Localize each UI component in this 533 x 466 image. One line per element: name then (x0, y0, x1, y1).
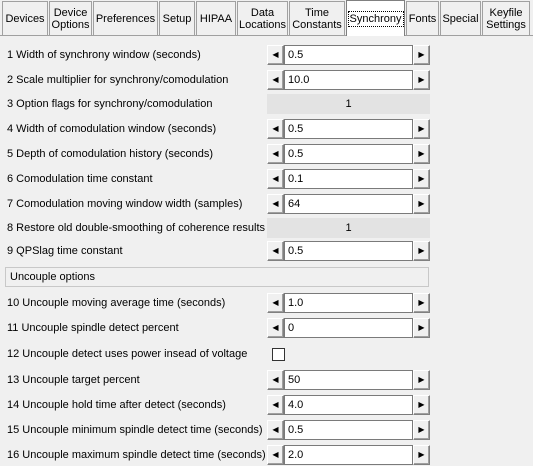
setting-row (5, 217, 430, 239)
comodulation-window-width-stepper (267, 119, 430, 139)
decrement-button[interactable] (267, 144, 284, 164)
increment-button[interactable] (413, 169, 430, 189)
uncouple-moving-average-stepper (267, 293, 430, 313)
decrement-button[interactable] (267, 119, 284, 139)
arrow-left-icon: ◀ (272, 298, 279, 307)
tab-hipaa[interactable] (196, 1, 236, 35)
value-field[interactable]: 0 (284, 318, 413, 338)
arrow-right-icon: ▶ (418, 124, 425, 133)
setting-row (5, 292, 430, 314)
setting-label: 3 Option flags for synchrony/comodulation (7, 98, 213, 110)
setting-row (5, 444, 430, 466)
arrow-left-icon: ◀ (272, 75, 279, 84)
tab-setup[interactable] (159, 1, 195, 35)
tab-label: HIPAA (199, 12, 233, 25)
value-field[interactable]: 64 (284, 194, 413, 214)
value-field[interactable]: 1.0 (284, 293, 413, 313)
increment-button[interactable] (413, 395, 430, 415)
tab-keyfile-settings[interactable] (482, 1, 530, 35)
increment-button[interactable] (413, 318, 430, 338)
tab-device-options[interactable] (49, 1, 92, 35)
arrow-right-icon: ▶ (418, 75, 425, 84)
decrement-button[interactable] (267, 241, 284, 261)
decrement-button[interactable] (267, 194, 284, 214)
tab-fonts[interactable] (406, 1, 439, 35)
increment-button[interactable] (413, 45, 430, 65)
increment-button[interactable] (413, 144, 430, 164)
increment-button[interactable] (413, 293, 430, 313)
setting-label: 15 Uncouple minimum spindle detect time (seconds) (7, 424, 263, 436)
arrow-right-icon: ▶ (418, 323, 425, 332)
arrow-right-icon: ▶ (418, 149, 425, 158)
arrow-right-icon: ▶ (418, 450, 425, 459)
setting-label: 6 Comodulation time constant (7, 173, 153, 185)
setting-label: 2 Scale multiplier for synchrony/comodulation (7, 74, 229, 86)
tab-preferences[interactable] (93, 1, 158, 35)
tab-label: Special (442, 12, 479, 25)
decrement-button[interactable] (267, 395, 284, 415)
value-field[interactable]: 0.1 (284, 169, 413, 189)
tab-synchrony[interactable] (346, 0, 405, 36)
tab-data-locations[interactable] (237, 1, 288, 35)
arrow-left-icon: ◀ (272, 375, 279, 384)
setting-row (5, 44, 430, 66)
option-flags-value[interactable]: 1 (267, 94, 430, 114)
setting-label: 14 Uncouple hold time after detect (seconds) (7, 399, 226, 411)
decrement-button[interactable] (267, 45, 284, 65)
increment-button[interactable] (413, 241, 430, 261)
increment-button[interactable] (413, 420, 430, 440)
setting-row (5, 118, 430, 140)
decrement-button[interactable] (267, 169, 284, 189)
value-field[interactable]: 0.5 (284, 45, 413, 65)
comodulation-history-depth-stepper (267, 144, 430, 164)
tab-bar (0, 0, 533, 36)
tab-devices[interactable] (2, 1, 48, 35)
increment-button[interactable] (413, 119, 430, 139)
setting-label: 12 Uncouple detect uses power insead of voltage (7, 348, 248, 360)
value-field[interactable]: 0.5 (284, 241, 413, 261)
setting-row (5, 93, 430, 115)
qpslag-time-constant-stepper (267, 241, 430, 261)
increment-button[interactable] (413, 445, 430, 465)
tab-label: Setup (162, 12, 192, 25)
decrement-button[interactable] (267, 318, 284, 338)
comodulation-moving-window-stepper (267, 194, 430, 214)
decrement-button[interactable] (267, 445, 284, 465)
setting-label: 16 Uncouple maximum spindle detect time (seconds) (7, 449, 266, 461)
tab-label: Fonts (408, 12, 437, 25)
tab-label: Synchrony (349, 12, 402, 25)
setting-label: 7 Comodulation moving window width (samples) (7, 198, 243, 210)
arrow-left-icon: ◀ (272, 149, 279, 158)
arrow-left-icon: ◀ (272, 199, 279, 208)
arrow-right-icon: ▶ (418, 174, 425, 183)
setting-label: 13 Uncouple target percent (7, 374, 140, 386)
synchrony-settings-panel (5, 42, 430, 466)
setting-label: 8 Restore old double-smoothing of coherence results (7, 222, 266, 234)
arrow-left-icon: ◀ (272, 174, 279, 183)
setting-row (5, 317, 430, 339)
value-field[interactable]: 0.5 (284, 119, 413, 139)
tab-label: Data Locations (238, 6, 287, 31)
setting-label: 5 Depth of comodulation history (seconds) (7, 148, 214, 160)
setting-label: 9 QPSlag time constant (7, 245, 123, 257)
arrow-left-icon: ◀ (272, 400, 279, 409)
uncouple-target-percent-stepper (267, 370, 430, 390)
arrow-left-icon: ◀ (272, 323, 279, 332)
arrow-right-icon: ▶ (418, 425, 425, 434)
arrow-right-icon: ▶ (418, 298, 425, 307)
arrow-left-icon: ◀ (272, 50, 279, 59)
setting-label: 4 Width of comodulation window (seconds) (7, 123, 217, 135)
scale-multiplier-stepper (267, 70, 430, 90)
value-field[interactable]: 50 (284, 370, 413, 390)
decrement-button[interactable] (267, 420, 284, 440)
uncouple-max-spindle-time-stepper (267, 445, 430, 465)
arrow-left-icon: ◀ (272, 124, 279, 133)
uncouple-min-spindle-time-stepper (267, 420, 430, 440)
tab-label: Preferences (95, 12, 156, 25)
arrow-left-icon: ◀ (272, 450, 279, 459)
value-field[interactable]: 0.5 (284, 144, 413, 164)
increment-button[interactable] (413, 70, 430, 90)
restore-smoothing-value[interactable]: 1 (267, 218, 430, 238)
tab-label: Keyfile Settings (486, 6, 526, 31)
setting-label: 1 Width of synchrony window (seconds) (7, 49, 201, 61)
setting-row (5, 69, 430, 91)
arrow-left-icon: ◀ (272, 425, 279, 434)
synchrony-window-width-stepper (267, 45, 430, 65)
value-field[interactable]: 0.5 (284, 420, 413, 440)
tab-time-constants[interactable] (289, 1, 345, 35)
tab-special[interactable] (440, 1, 481, 35)
uncouple-options-header: Uncouple options (5, 267, 429, 287)
tab-label: Time Constants (292, 6, 342, 31)
uncouple-hold-time-stepper (267, 395, 430, 415)
increment-button[interactable] (413, 194, 430, 214)
arrow-right-icon: ▶ (418, 400, 425, 409)
decrement-button[interactable] (267, 370, 284, 390)
setting-row (5, 193, 430, 215)
value-field[interactable]: 10.0 (284, 70, 413, 90)
setting-label: 11 Uncouple spindle detect percent (7, 322, 179, 334)
setting-row (5, 419, 430, 441)
arrow-right-icon: ▶ (418, 246, 425, 255)
setting-row (5, 394, 430, 416)
comodulation-time-constant-stepper (267, 169, 430, 189)
value-field[interactable]: 4.0 (284, 395, 413, 415)
setting-label: 10 Uncouple moving average time (seconds) (7, 297, 226, 309)
decrement-button[interactable] (267, 70, 284, 90)
setting-row (5, 168, 430, 190)
arrow-right-icon: ▶ (418, 50, 425, 59)
uncouple-power-checkbox[interactable] (272, 348, 285, 361)
setting-row (5, 143, 430, 165)
tab-label: Devices (5, 12, 45, 25)
setting-row (5, 240, 430, 262)
setting-row (5, 343, 430, 365)
arrow-right-icon: ▶ (418, 375, 425, 384)
arrow-right-icon: ▶ (418, 199, 425, 208)
value-field[interactable]: 2.0 (284, 445, 413, 465)
decrement-button[interactable] (267, 293, 284, 313)
setting-row (5, 369, 430, 391)
increment-button[interactable] (413, 370, 430, 390)
uncouple-spindle-detect-stepper (267, 318, 430, 338)
tab-label: Device Options (51, 6, 90, 31)
arrow-left-icon: ◀ (272, 246, 279, 255)
